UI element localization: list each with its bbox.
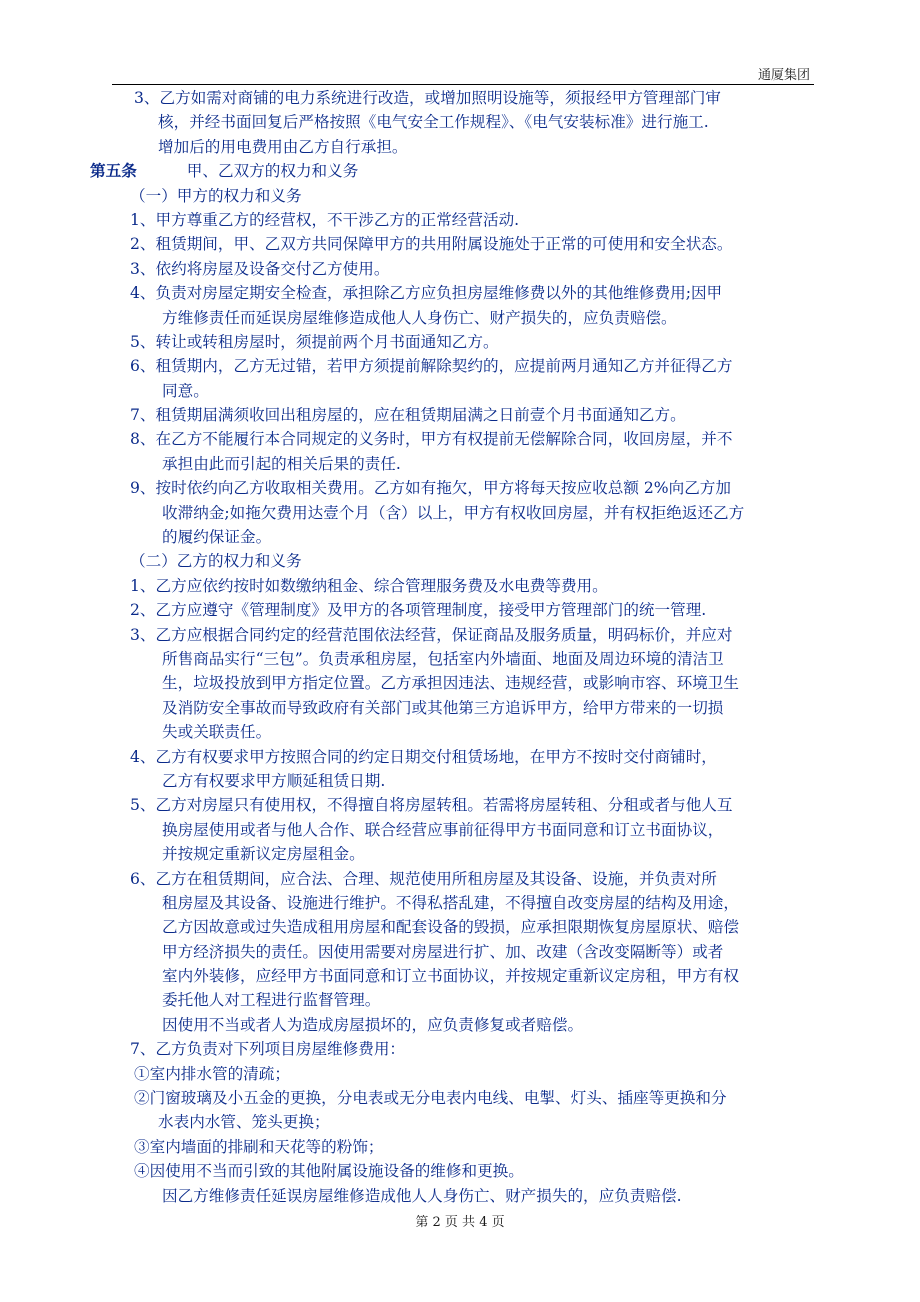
text-line: 2、租赁期间，甲、乙双方共同保障甲方的共用附属设施处于正常的可使用和安全状态。 [130, 235, 733, 254]
article-number: 第五条 [90, 162, 137, 181]
text-line: 5、转让或转租房屋时，须提前两个月书面通知乙方。 [130, 332, 499, 351]
text-line: 承担由此而引起的相关后果的责任. [162, 454, 401, 473]
text-line: 增加后的用电费用由乙方自行承担。 [158, 137, 408, 156]
text-line: 换房屋使用或者与他人合作、联合经营应事前征得甲方书面同意和订立书面协议， [162, 820, 724, 839]
text-line: 4、乙方有权要求甲方按照合同的约定日期交付租赁场地，在甲方不按时交付商铺时， [130, 747, 717, 766]
text-line: 2、乙方应遵守《管理制度》及甲方的各项管理制度，接受甲方管理部门的统一管理. [130, 601, 707, 620]
text-line: 7、租赁期届满须收回出租房屋的，应在租赁期届满之日前壹个月书面通知乙方。 [130, 406, 686, 425]
text-line: ③室内墙面的排刷和天花等的粉饰； [134, 1137, 384, 1156]
page-footer: 第 2 页 共 4 页 [415, 1215, 505, 1230]
text-line: 5、乙方对房屋只有使用权，不得擅自将房屋转租。若需将房屋转租、分租或者与他人互 [130, 796, 733, 815]
text-line: 核，并经书面回复后严格按照《电气安全工作规程》、《电气安装标准》进行施工. [158, 113, 709, 132]
text-line: 7、乙方负责对下列项目房屋维修费用： [130, 1040, 406, 1059]
text-line: 4、负责对房屋定期安全检查，承担除乙方应负担房屋维修费以外的其他维修费用;因甲 [130, 284, 723, 303]
text-line: 3、乙方应根据合同约定的经营范围依法经营，保证商品及服务质量，明码标价，并应对 [130, 625, 733, 644]
article-title: 甲、乙双方的权力和义务 [186, 162, 359, 181]
text-line: 的履约保证金。 [162, 528, 272, 547]
text-line: 室内外装修，应经甲方书面同意和订立书面协议，并按规定重新议定房租，甲方有权 [162, 967, 739, 986]
text-line: 甲方经济损失的责任。因使用需要对房屋进行扩、加、改建（含改变隔断等）或者 [162, 942, 724, 961]
text-line: ②门窗玻璃及小五金的更换，分电表或无分电表内电线、电掣、灯头、插座等更换和分 [134, 1089, 727, 1108]
text-line: 3、依约将房屋及设备交付乙方使用。 [130, 259, 390, 278]
text-line: 失或关联责任。 [162, 723, 272, 742]
text-line: 同意。 [162, 381, 209, 400]
text-line: （一）甲方的权力和义务 [130, 186, 302, 205]
text-line: ①室内排水管的清疏； [134, 1064, 290, 1083]
text-line: ④因使用不当而引致的其他附属设施设备的维修和更换。 [134, 1162, 524, 1181]
header-company: 通厦集团 [757, 68, 810, 83]
text-line: 乙方因故意或过失造成租用房屋和配套设备的毁损，应承担限期恢复房屋原状、赔偿 [162, 918, 739, 937]
page-header [112, 62, 814, 85]
text-line: 8、在乙方不能履行本合同规定的义务时，甲方有权提前无偿解除合同，收回房屋，并不 [130, 430, 733, 449]
text-line: 因使用不当或者人为造成房屋损坏的，应负责修复或者赔偿。 [162, 1015, 584, 1034]
text-line: 并按规定重新议定房屋租金。 [162, 845, 365, 864]
text-line: 6、乙方在租赁期间，应合法、合理、规范使用所租房屋及其设备、设施，并负责对所 [130, 869, 717, 888]
text-line: 9、按时依约向乙方收取相关费用。乙方如有拖欠，甲方将每天按应收总额 2%向乙方加 [130, 479, 731, 498]
text-line: 及消防安全事故而导致政府有关部门或其他第三方追诉甲方，给甲方带来的一切损 [162, 698, 724, 717]
text-line: 6、租赁期内，乙方无过错，若甲方须提前解除契约的，应提前两月通知乙方并征得乙方 [130, 357, 733, 376]
text-line: 水表内水管、笼头更换； [158, 1113, 330, 1132]
text-line: 收滞纳金;如拖欠费用达壹个月（含）以上，甲方有权收回房屋，并有权拒绝返还乙方 [162, 503, 745, 522]
text-line: 委托他人对工程进行监督管理。 [162, 991, 381, 1010]
text-line: 方维修责任而延误房屋维修造成他人人身伤亡、财产损失的，应负责赔偿。 [162, 308, 677, 327]
text-line: 1、甲方尊重乙方的经营权，不干涉乙方的正常经营活动. [130, 210, 520, 229]
text-line: 3、乙方如需对商铺的电力系统进行改造，或增加照明设施等，须报经甲方管理部门审 [134, 89, 721, 107]
text-line [90, 159, 830, 183]
text-line: 因乙方维修责任延误房屋维修造成他人人身伤亡、财产损失的，应负责赔偿. [162, 1186, 682, 1205]
text-line: 生，垃圾投放到甲方指定位置。乙方承担因违法、违规经营，或影响市容、环境卫生 [162, 674, 739, 693]
text-line: 1、乙方应依约按时如数缴纳租金、综合管理服务费及水电费等费用。 [130, 576, 608, 595]
text-line: 所售商品实行“三包”。负责承租房屋，包括室内外墙面、地面及周边环境的清洁卫 [162, 649, 724, 668]
text-line: （二）乙方的权力和义务 [130, 552, 302, 571]
text-line: 租房屋及其设备、设施进行维护。不得私搭乱建，不得擅自改变房屋的结构及用途， [162, 893, 739, 912]
text-line: 乙方有权要求甲方顺延租赁日期. [162, 771, 386, 790]
document-body [90, 86, 830, 1208]
